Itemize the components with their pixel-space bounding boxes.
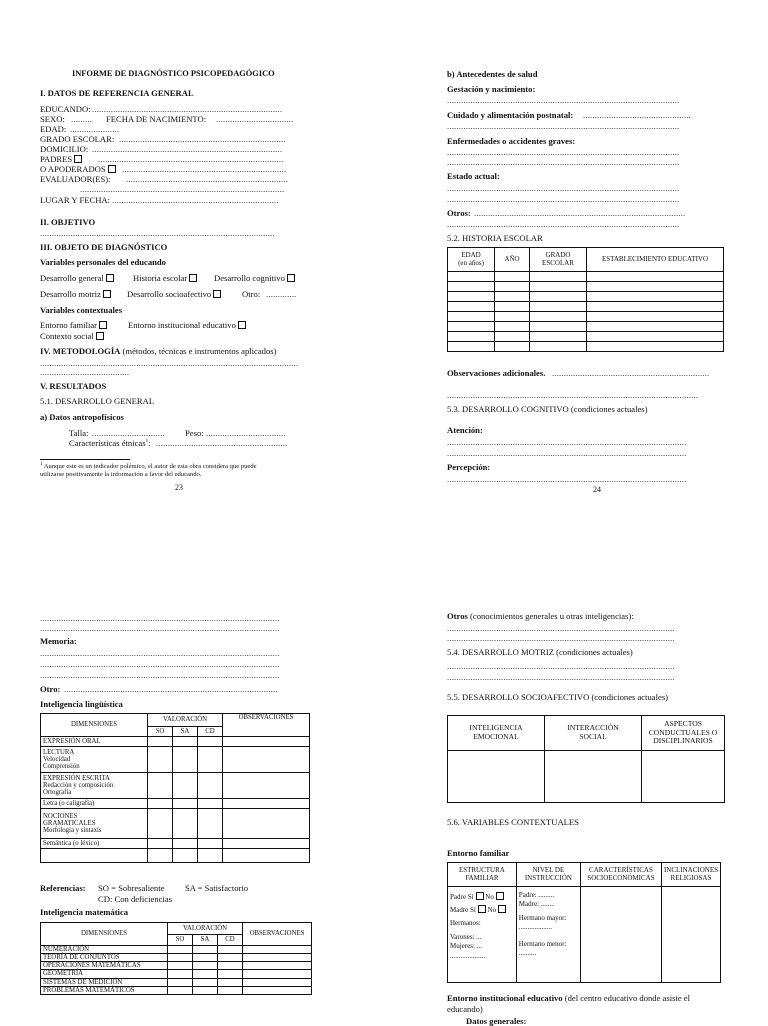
s51-heading: 5.1. DESARROLLO GENERAL xyxy=(40,396,155,406)
atencion-field[interactable]: ...................................................................................................... xyxy=(447,437,687,447)
educando-field[interactable]: ................................................................................. xyxy=(92,104,283,114)
ref-label: Referencias: xyxy=(40,883,86,893)
row-label: PROBLEMAS MATEMÁTICOS xyxy=(41,986,168,994)
lectura: LECTURA xyxy=(43,748,75,756)
sa-h5: CONDUCTUALES O xyxy=(648,727,718,737)
hermano-menor-dots[interactable]: .......... xyxy=(518,949,537,958)
cell[interactable] xyxy=(661,887,720,983)
s4-title: IV. METODOLOGÍA xyxy=(40,346,121,356)
cs-label: Contexto social xyxy=(40,331,94,341)
socioafectivo-table xyxy=(447,715,725,803)
domicilio-field[interactable]: ................................................................................. xyxy=(92,144,283,154)
cell[interactable] xyxy=(642,751,725,803)
row-label: Letra (o caligrafía) xyxy=(41,799,148,809)
datos-generales: Datos generales: xyxy=(466,1016,527,1026)
percepcion-label: Percepción: xyxy=(447,462,491,472)
cd-header: CD xyxy=(198,727,223,737)
s4-subtitle: (métodos, técnicas e instrumentos aplicados) xyxy=(122,346,277,356)
enfermedades-field[interactable]: ................................................................................................... xyxy=(447,147,680,157)
estructura-cell xyxy=(448,887,517,983)
fh2: NIVEL DE xyxy=(532,865,565,874)
s56-heading: 5.6. VARIABLES CONTEXTUALES xyxy=(447,817,579,827)
lugar-field[interactable]: ....................................................................... xyxy=(112,195,279,205)
madre-no: No xyxy=(487,905,497,914)
madre-no-checkbox[interactable] xyxy=(498,905,506,913)
otros-field[interactable]: .......................................................................................... xyxy=(474,208,686,218)
hermano-mayor: Hermano mayor: xyxy=(518,914,567,923)
motriz-field-1[interactable]: ................................................................................................. xyxy=(447,661,675,671)
estado-field-2[interactable]: ................................................................................................... xyxy=(447,194,680,204)
fh1: FAMILIAR xyxy=(465,873,499,882)
edad-label: EDAD: xyxy=(40,124,67,134)
padre-si-checkbox[interactable] xyxy=(476,892,484,900)
vp-subheading: Variables personales del educando xyxy=(40,257,166,267)
col-estructura xyxy=(448,863,517,887)
mso-header: SO xyxy=(168,935,193,946)
col-caracteristicas xyxy=(580,863,661,887)
percepcion-cont-1[interactable]: ...................................................................................................... xyxy=(40,613,280,623)
metodologia-field[interactable]: .............................................................................................................. xyxy=(40,358,299,368)
padre-nivel: Padre: ......... xyxy=(518,891,555,899)
mujeres: Mujeres: ... xyxy=(450,941,482,950)
row-label: NUMERACIÓN xyxy=(41,946,168,954)
padre-row xyxy=(450,891,514,904)
otro-field[interactable]: ............. xyxy=(266,289,297,299)
dg-label: Desarrollo general xyxy=(40,273,104,283)
col-inclinaciones xyxy=(661,863,720,887)
memoria-label: Memoria: xyxy=(40,636,77,646)
otros-field-2[interactable]: ................................................................................................... xyxy=(447,219,680,229)
dm-label: Desarrollo motriz xyxy=(40,289,101,299)
percepcion-cont-2[interactable]: ...................................................................................................... xyxy=(40,623,280,633)
val-header: VALORACIÓN xyxy=(148,714,223,727)
ref-cd: CD: Con deficiencias xyxy=(98,894,172,904)
enfermedades-label: Enfermedades o accidentes graves: xyxy=(447,136,576,146)
section-2-heading: II. OBJETIVO xyxy=(40,217,96,227)
caract-text: Características étnicas xyxy=(69,438,146,448)
talla-label: Talla: xyxy=(69,428,89,438)
padres-text: PADRES xyxy=(40,154,73,164)
fh3: INSTRUCCIÓN xyxy=(524,873,572,882)
s54-title: 5.4. DESARROLLO MOTRIZ xyxy=(447,647,554,657)
otros-conocimientos xyxy=(447,611,634,621)
grado-h2: ESCOLAR xyxy=(542,258,574,267)
eie-cont: educando) xyxy=(447,1004,483,1014)
edad-h2: (en años) xyxy=(458,258,484,267)
otro-label: Otro: xyxy=(242,289,261,299)
eie-label: Entorno institucional educativo xyxy=(447,993,563,1003)
madre-nivel: Madre: ........ xyxy=(518,900,555,909)
motriz-field-2[interactable]: ................................................................................................. xyxy=(447,672,675,682)
madre-row xyxy=(450,904,514,917)
entorno-familiar-heading: Entorno familiar xyxy=(447,848,510,858)
peso-label: Peso: xyxy=(185,428,204,438)
s55-heading xyxy=(447,692,668,702)
ef-label: Entorno familiar xyxy=(40,320,98,330)
cell[interactable] xyxy=(580,887,661,983)
msa-header: SA xyxy=(193,935,218,946)
hermanos: Hermanos: xyxy=(450,918,481,927)
s53-subtitle: (condiciones actuales) xyxy=(570,404,648,414)
cuidado-field[interactable]: .............................................. xyxy=(583,110,692,120)
mobs-header: OBSERVACIONES xyxy=(243,923,312,946)
obs-header: OBSERVACIONES xyxy=(223,714,310,737)
educando-label: EDUCANDO: xyxy=(40,104,91,114)
peso-field[interactable]: .................................. xyxy=(206,428,286,438)
percepcion-field[interactable]: ...................................................................................................... xyxy=(447,474,687,484)
edad-h1: EDAD xyxy=(461,250,481,259)
hermano-mayor-dots[interactable]: ................... xyxy=(518,923,553,932)
mval-header: VALORACIÓN xyxy=(168,923,243,935)
fn1-text: Aunque este es un indicador polémico, el autor de esta obra considera que puede xyxy=(43,463,257,471)
madre-si: Madre Sí xyxy=(450,905,476,914)
page-number-23: 23 xyxy=(175,483,183,492)
ref-so: SO = Sobresaliente xyxy=(98,883,165,893)
observaciones-field-2[interactable]: ........................................................................................................... xyxy=(447,390,699,400)
memoria-field-1[interactable]: ...................................................................................................... xyxy=(40,648,280,658)
atencion-label: Atención: xyxy=(447,425,483,435)
col-aspectos-conductuales xyxy=(642,716,725,751)
redaccion: Redacción y composición xyxy=(43,781,114,789)
row-label: TEORÍA DE CONJUNTOS xyxy=(41,954,168,962)
s54-subtitle: (condiciones actuales) xyxy=(556,647,633,657)
fh6: INCLINACIONES xyxy=(663,865,718,874)
eie-sub: (del centro educativo donde asiste el xyxy=(564,993,690,1003)
estructura-dots[interactable]: .................... xyxy=(450,952,485,960)
observaciones-label: Observaciones adicionales. xyxy=(447,368,546,378)
talla-field[interactable]: ............................... xyxy=(92,428,165,438)
fh4: CARACTERÍSTICAS xyxy=(589,865,653,874)
padre-no: No xyxy=(485,893,494,901)
evaluador-label: EVALUADOR(ES): xyxy=(40,174,111,184)
hermano-menor: Hermano menor: xyxy=(518,940,567,949)
mcd-header: CD xyxy=(218,935,243,946)
grado-h1: GRADO xyxy=(545,250,571,259)
fh7: RELIGIOSAS xyxy=(670,873,712,882)
fn-marker: 1 xyxy=(40,462,43,467)
s54-heading xyxy=(447,647,633,657)
metodologia-field-2[interactable]: ...................................... xyxy=(40,367,130,377)
sexo-label: SEXO: xyxy=(40,114,65,124)
col-inteligencia-emocional xyxy=(448,716,545,751)
otros26-label: Otros xyxy=(447,611,468,621)
s53-title: 5.3. DESARROLLO COGNITIVO xyxy=(447,404,569,414)
caract-field[interactable]: ........................................................ xyxy=(156,438,288,448)
nivel-cell xyxy=(516,887,580,983)
report-title: INFORME DE DIAGNÓSTICO PSICOPEDAGÓGICO xyxy=(72,69,275,78)
ling-heading: Inteligencia lingüística xyxy=(40,699,123,709)
otros26-field-1[interactable]: ................................................................................................. xyxy=(447,623,675,633)
comprension: Comprensión xyxy=(43,763,80,771)
otros26-sub: (conocimientos generales u otras inteligencias): xyxy=(470,611,634,621)
datos-antropofisicos: a) Datos antropofísicos xyxy=(40,412,124,422)
madre-si-checkbox[interactable] xyxy=(478,905,486,913)
s55-subtitle: (condiciones actuales) xyxy=(591,692,669,702)
sa-h3: SOCIAL xyxy=(579,732,607,741)
s55-title: 5.5. DESARROLLO SOCIOAFECTIVO xyxy=(447,692,590,702)
cuidado-label: Cuidado y alimentación postnatal: xyxy=(447,110,574,120)
page-number-24: 24 xyxy=(593,485,601,494)
vc-subheading: Variables contextuales xyxy=(40,305,123,315)
otros-label: Otros: xyxy=(447,208,471,218)
s52-heading: 5.2. HISTORIA ESCOLAR xyxy=(447,233,543,243)
sexo-field[interactable]: ......... xyxy=(71,114,93,124)
fh5: SOCIOECONÓMICAS xyxy=(587,873,655,882)
row-label: Semántica (o léxico) xyxy=(41,839,148,849)
expresion-escrita: EXPRESIÓN ESCRITA xyxy=(43,774,110,782)
sa-header: SA xyxy=(173,727,198,737)
nociones: NOCIONES xyxy=(43,812,78,820)
row-label: SISTEMAS DE MEDICIÓN xyxy=(41,978,168,986)
estado-field[interactable]: ................................................................................................... xyxy=(447,183,680,193)
ei-label: Entorno institucional educativo xyxy=(128,320,236,330)
fecha-label: FECHA DE NACIMIENTO: xyxy=(106,114,207,124)
section-1-heading: I. DATOS DE REFERENCIA GENERAL xyxy=(40,88,194,98)
cuidado-field-2[interactable]: ................................................................................................... xyxy=(447,121,680,131)
row-label: EXPRESIÓN ORAL xyxy=(41,737,148,747)
sa-h4: ASPECTOS xyxy=(664,718,702,728)
enfermedades-field-2[interactable]: ................................................................................................... xyxy=(447,157,680,167)
objetivo-field[interactable]: .................................................................................................... xyxy=(40,228,275,238)
fh0: ESTRUCTURA xyxy=(458,865,505,874)
edad-field[interactable]: ..................... xyxy=(70,124,120,134)
padre-si: Padre Sí xyxy=(450,893,474,901)
col-nivel xyxy=(516,863,580,887)
ortografia: Ortografía xyxy=(43,789,72,797)
domicilio-label: DOMICILIO: xyxy=(40,144,89,154)
velocidad: Velocidad xyxy=(43,755,71,763)
cell[interactable] xyxy=(545,751,642,803)
so-header: SO xyxy=(148,727,173,737)
footnote-line-2: utilizarse positivamente la información a favor del educando. xyxy=(40,471,202,478)
padre-no-checkbox[interactable] xyxy=(496,892,504,900)
atencion-field-2[interactable]: ...................................................................................................... xyxy=(447,448,687,458)
sa-h2: INTERACCIÓN xyxy=(567,723,619,733)
he-label: Historia escolar xyxy=(133,273,188,283)
otro-label-25: Otro: xyxy=(40,684,61,694)
padres-field[interactable]: ............................................................................... xyxy=(98,154,284,164)
entorno-institucional xyxy=(447,993,690,1003)
mat-heading: Inteligencia matemática xyxy=(40,907,129,917)
grado-field[interactable]: ....................................................................... xyxy=(119,134,286,144)
caract-label: Características étnicas$^1$: xyxy=(69,438,151,448)
col-establecimiento: ESTABLECIMIENTO EDUCATIVO xyxy=(587,248,724,272)
col-ano: AÑO xyxy=(495,248,530,272)
memoria-field-3[interactable]: ...................................................................................................... xyxy=(40,670,280,680)
grado-label: GRADO ESCOLAR: xyxy=(40,134,115,144)
lugar-label: LUGAR Y FECHA: xyxy=(40,195,111,205)
section-5-heading: V. RESULTADOS xyxy=(40,381,107,391)
dc-label: Desarrollo cognitivo xyxy=(214,273,285,283)
caract-footnote-ref: 1 xyxy=(145,439,149,445)
gestacion-field[interactable]: ................................................................................................... xyxy=(447,95,680,105)
ref-sa: SA = Satisfactorio xyxy=(185,883,249,893)
row-label: GEOMETRÍA xyxy=(41,970,168,978)
section-3-heading: III. OBJETO DE DIAGNÓSTICO xyxy=(40,242,168,252)
mdim-header: DIMENSIONES xyxy=(41,923,168,946)
sa-h0: INTELIGENCIA xyxy=(469,723,523,733)
dim-header: DIMENSIONES xyxy=(41,714,148,737)
gestacion-label: Gestación y nacimiento: xyxy=(447,84,536,94)
gramaticales: GRAMATICALES xyxy=(43,819,96,827)
evaluador-field[interactable]: ..................................................................... xyxy=(126,174,289,184)
varones: Varones: ... xyxy=(450,932,482,941)
otro-field-25[interactable]: ........................................................................................... xyxy=(64,684,278,694)
sa-h1: EMOCIONAL xyxy=(473,732,519,741)
sa-h6: DISCIPLINARIOS xyxy=(653,736,713,746)
row-label: OPERACIONES MATEMÁTICAS xyxy=(41,962,168,970)
evaluador-field-2[interactable]: ....................................................................................... xyxy=(80,184,285,194)
apoderados-text: O APODERADOS xyxy=(40,164,106,174)
ds-label: Desarrollo socioafectivo xyxy=(127,289,212,299)
entorno-familiar-table xyxy=(447,862,721,983)
col-interaccion-social xyxy=(545,716,642,751)
apoderados-field[interactable]: ...................................................................... xyxy=(122,164,287,174)
observaciones-field[interactable]: ................................................................... xyxy=(552,368,710,378)
cell[interactable] xyxy=(448,751,545,803)
fecha-field[interactable]: ................................. xyxy=(216,114,294,124)
morfologia: Morfología y sintaxis xyxy=(43,827,102,835)
estado-actual-label: Estado actual: xyxy=(447,171,500,181)
otros26-field-2[interactable]: ................................................................................................. xyxy=(447,633,675,643)
antecedentes-salud: b) Antecedentes de salud xyxy=(447,69,538,79)
memoria-field-2[interactable]: ...................................................................................................... xyxy=(40,659,280,669)
